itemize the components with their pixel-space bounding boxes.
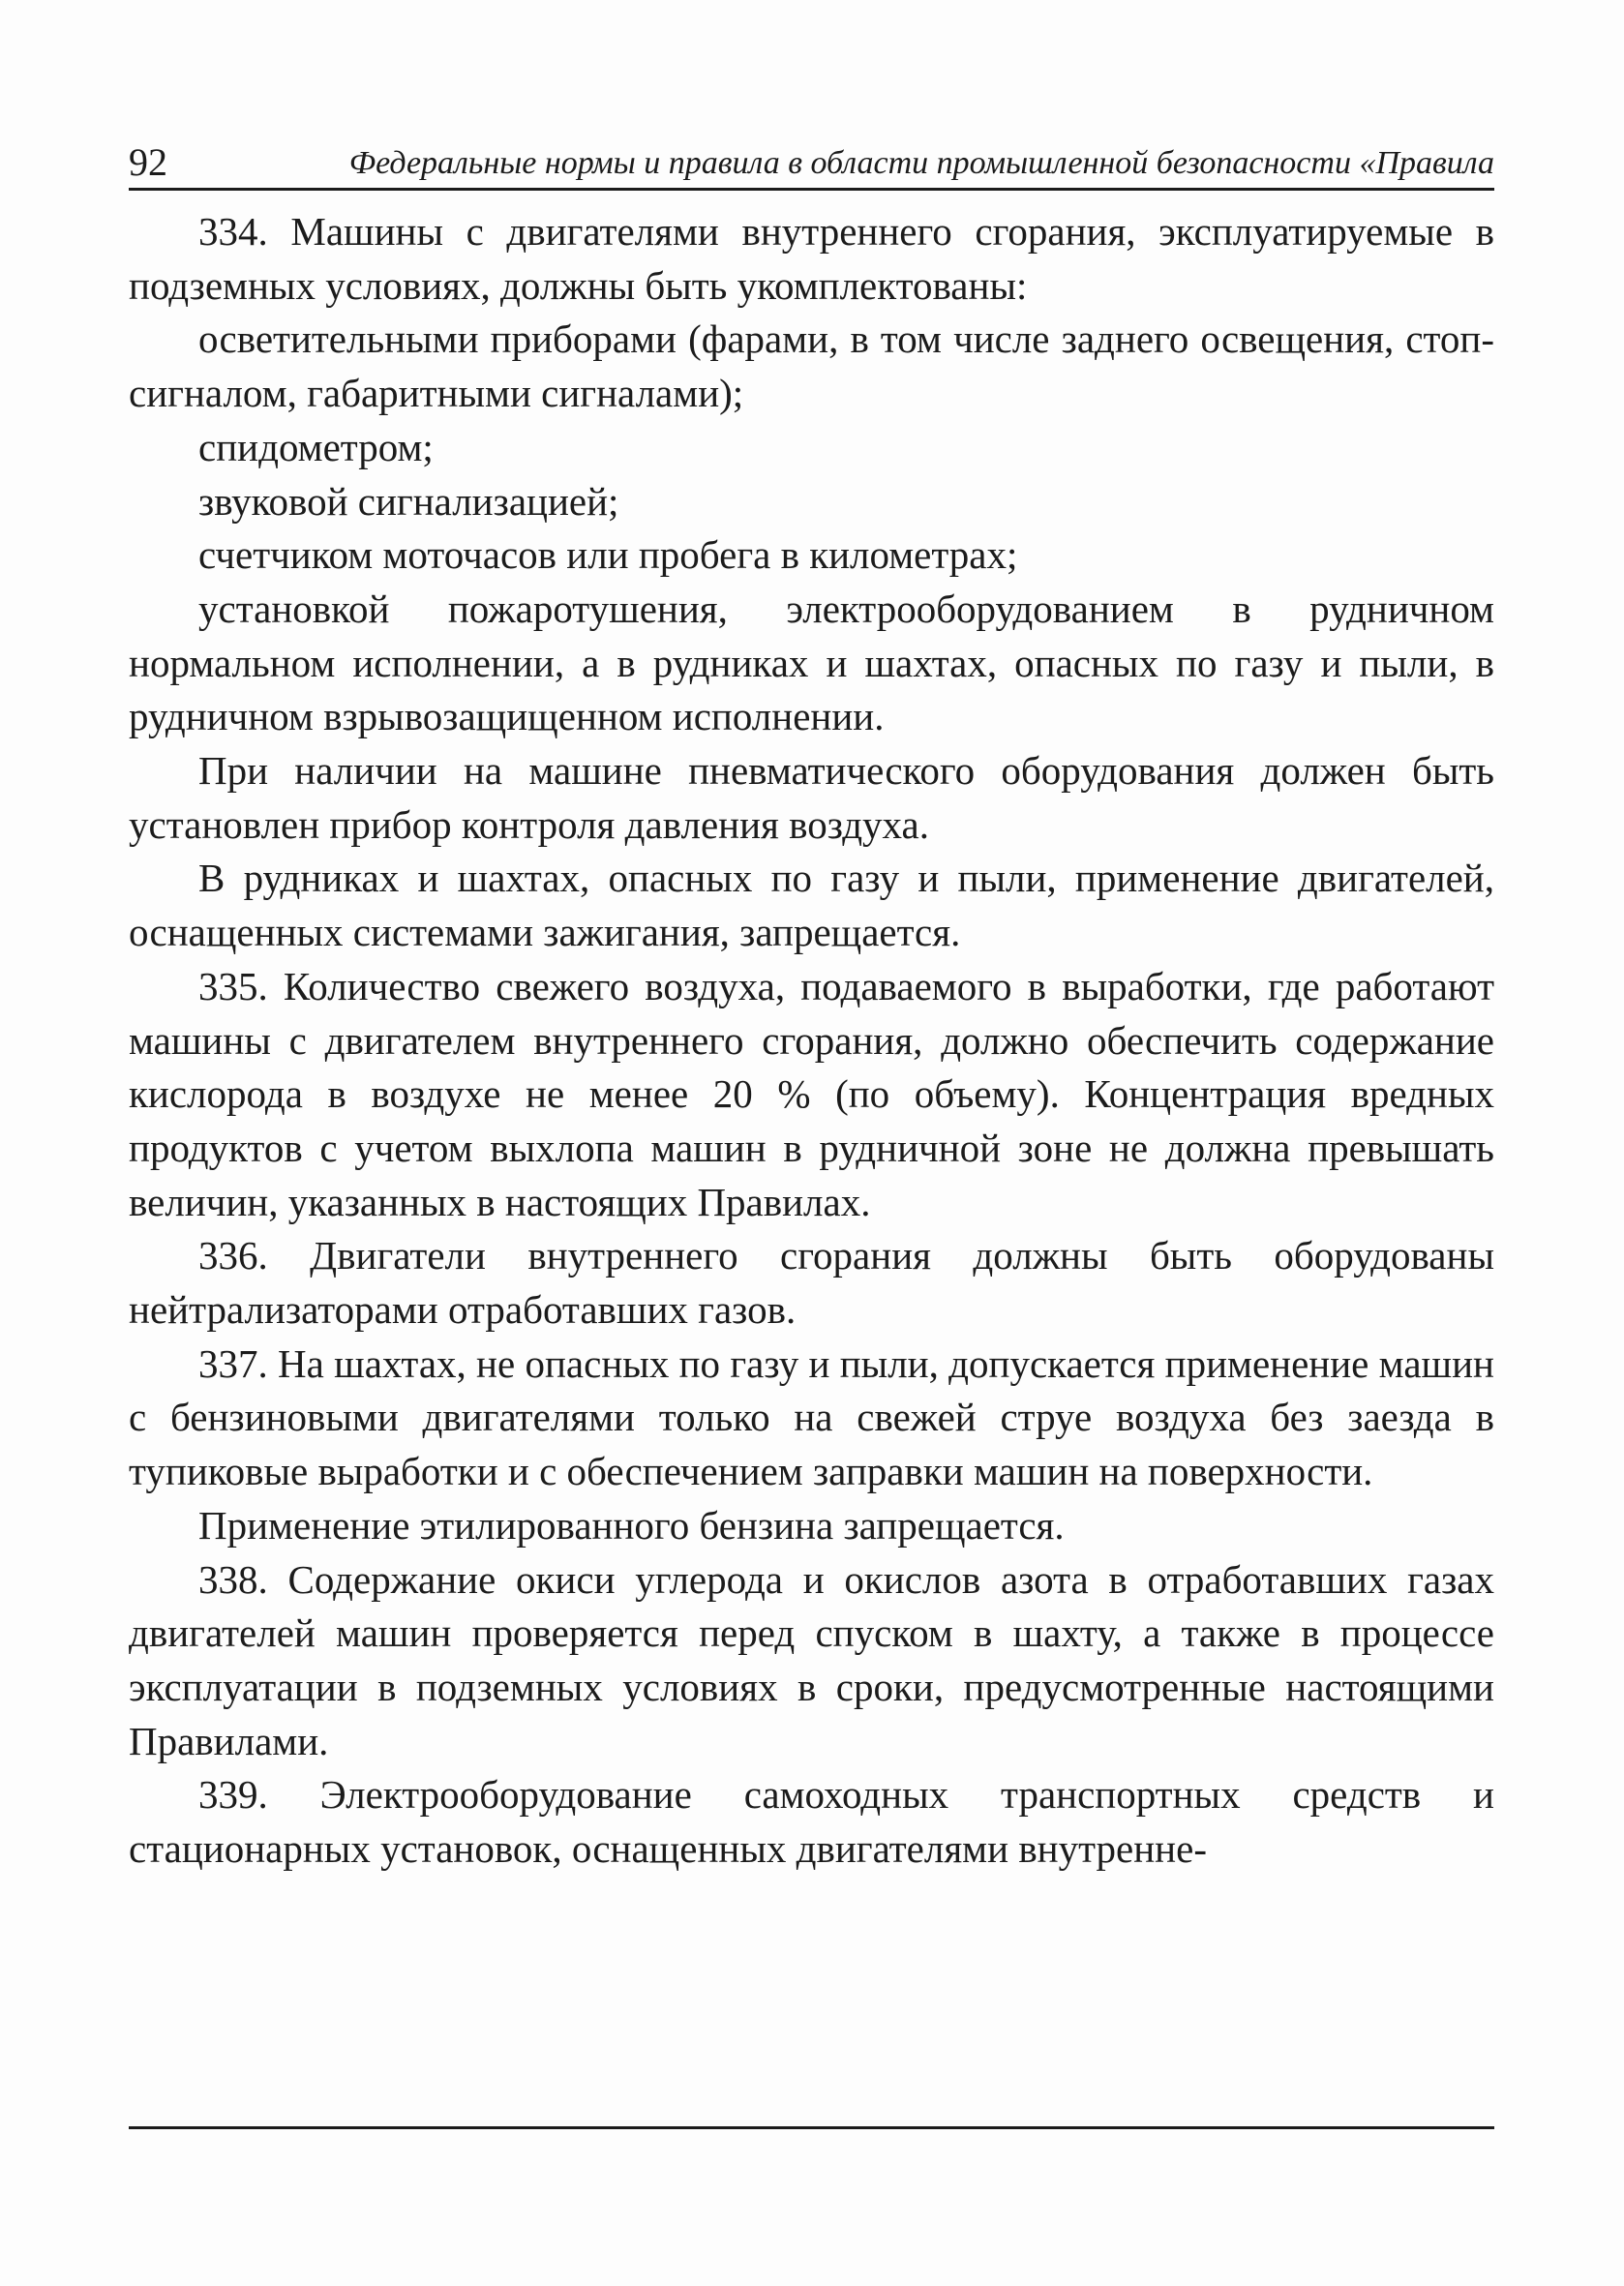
paragraph-338: 338. Содержание окиси углерода и окислов азота в отработавших газах двигателей машин проверяется перед спуском в шахту, а также в процессе эксплуатации в подземных условиях в сроки, предусмотренные настоящими Правилами. (129, 1556, 1494, 1763)
list-item-speedometer: спидометром; (198, 424, 434, 469)
page-header (129, 137, 1494, 191)
paragraph-339: 339. Электрооборудование самоходных транспортных средств и стационарных установок, оснащенных двигателями внутренне- (129, 1772, 1494, 1872)
paragraph-334: 334. Машины с двигателями внутреннего сгорания, эксплуатируемые в подземных условиях, должны быть укомплектованы: (129, 209, 1494, 308)
paragraph-335: 335. Количество свежего воздуха, подаваемого в выработки, где работают машины с двигателем внутреннего сгорания, должно обеспечить содержание кислорода в воздухе не менее 20 % (по объему). Концентрация вредных продуктов с учетом выхлопа машин в рудничной зоне не должна превышать величин, указанных в настоящих Правилах. (129, 963, 1494, 1224)
running-title: Федеральные нормы и правила в области промышленной безопасности «Правила (348, 145, 1494, 181)
paragraph-337: 337. На шахтах, не опасных по газу и пыли, допускается применение машин с бензиновыми двигателями только на свежей струе воздуха без заезда в тупиковые выработки и с обеспечением заправки машин на поверхности. (129, 1340, 1494, 1494)
paragraph-pneumatic: При наличии на машине пневматического оборудования должен быть установлен прибор контроля давления воздуха. (129, 748, 1494, 847)
list-item-sound-signal: звуковой сигнализацией; (198, 478, 619, 524)
paragraph-336: 336. Двигатели внутреннего сгорания должны быть оборудованы нейтрализаторами отработавших газов. (129, 1233, 1494, 1333)
list-item-hour-meter: счетчиком моточасов или пробега в километрах; (198, 532, 1018, 578)
footer-rule (129, 2126, 1494, 2129)
page-number: 92 (129, 140, 167, 184)
paragraph-ignition-ban: В рудниках и шахтах, опасных по газу и пыли, применение двигателей, оснащенных системами зажигания, запрещается. (129, 856, 1494, 955)
list-item-fire-suppression: установкой пожаротушения, электрооборудованием в рудничном нормальном исполнении, а в рудниках и шахтах, опасных по газу и пыли, в рудничном взрывозащищенном исполнении. (129, 586, 1494, 739)
list-item-lighting: осветительными приборами (фарами, в том числе заднего освещения, стоп-сигналом, габаритными сигналами); (129, 316, 1494, 416)
body-text (129, 205, 1494, 1877)
paragraph-leaded-gasoline: Применение этилированного бензина запрещается. (198, 1502, 1065, 1548)
